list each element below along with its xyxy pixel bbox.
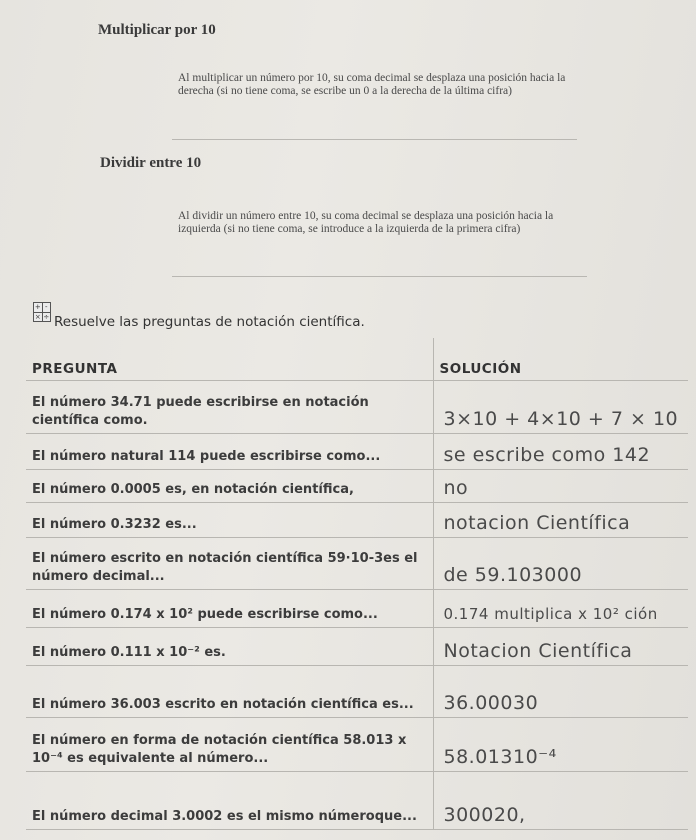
divider	[172, 276, 587, 277]
question-cell: El número 0.111 x 10⁻² es.	[26, 627, 433, 665]
table-row	[26, 380, 688, 433]
answer-cell: 300020,	[433, 771, 688, 829]
question-cell: El número 36.003 escrito en notación científica es...	[26, 665, 433, 717]
answer-cell: Notacion Científica	[433, 627, 688, 665]
icon-cell: -	[43, 303, 51, 312]
question-cell: El número decimal 3.0002 es el mismo númeroque...	[26, 771, 433, 829]
icon-cell: ÷	[43, 312, 50, 321]
answer-cell: 36.00030	[433, 665, 688, 717]
answer-cell: 58.01310⁻⁴	[433, 717, 688, 771]
table-row	[26, 717, 688, 771]
answer-text: 0.174 multiplica x 10² ción	[443, 604, 658, 623]
question-cell: El número en forma de notación científica 58.013 x 10⁻⁴ es equivalente al número...	[26, 717, 433, 771]
question-cell: El número 34.71 puede escribirse en notación científica como.	[26, 380, 433, 433]
section-title-divide: Dividir entre 10	[100, 155, 202, 171]
table-grid-icon	[33, 302, 51, 322]
answer-cell: 3×10 + 4×10 + 7 × 10	[433, 380, 688, 433]
table-header-row	[26, 338, 688, 380]
question-cell: El número 0.174 x 10² puede escribirse como...	[26, 589, 433, 627]
question-cell: El número 0.3232 es...	[26, 502, 433, 537]
header-question: PREGUNTA	[26, 338, 433, 380]
icon-cell: ×	[34, 312, 41, 321]
header-solution: SOLUCIÓN	[433, 338, 688, 380]
answer-cell: de 59.103000	[433, 537, 688, 589]
table-row	[26, 433, 688, 469]
questions-table	[26, 338, 688, 830]
table-row	[26, 665, 688, 717]
table-row	[26, 502, 688, 537]
section-body-multiply: Al multiplicar un número por 10, su coma decimal se desplaza una posición hacia la derecha (si no tiene coma, se escribe un 0 a la derecha de la última cifra)	[178, 72, 566, 97]
table-row	[26, 627, 688, 665]
question-cell: El número 0.0005 es, en notación científica,	[26, 469, 433, 502]
table-row	[26, 771, 688, 829]
table-row	[26, 537, 688, 589]
question-cell: El número escrito en notación científica 59·10-3es el número decimal...	[26, 537, 433, 589]
question-cell: El número natural 114 puede escribirse como...	[26, 433, 433, 469]
icon-cell: +	[34, 303, 41, 311]
table-row	[26, 469, 688, 502]
section-body-divide: Al dividir un número entre 10, su coma decimal se desplaza una posición hacia la izquierda (si no tiene coma, se introduce a la izquierda de la primera cifra)	[178, 210, 554, 235]
section-title-multiply: Multiplicar por 10	[98, 22, 216, 38]
table-row	[26, 589, 688, 627]
answer-cell: notacion Científica	[433, 502, 688, 537]
answer-cell	[433, 589, 688, 627]
answer-cell: no	[433, 469, 688, 502]
answer-cell: se escribe como 142	[433, 433, 688, 469]
divider	[172, 139, 577, 140]
exercise-instruction: Resuelve las preguntas de notación científica.	[54, 314, 365, 330]
